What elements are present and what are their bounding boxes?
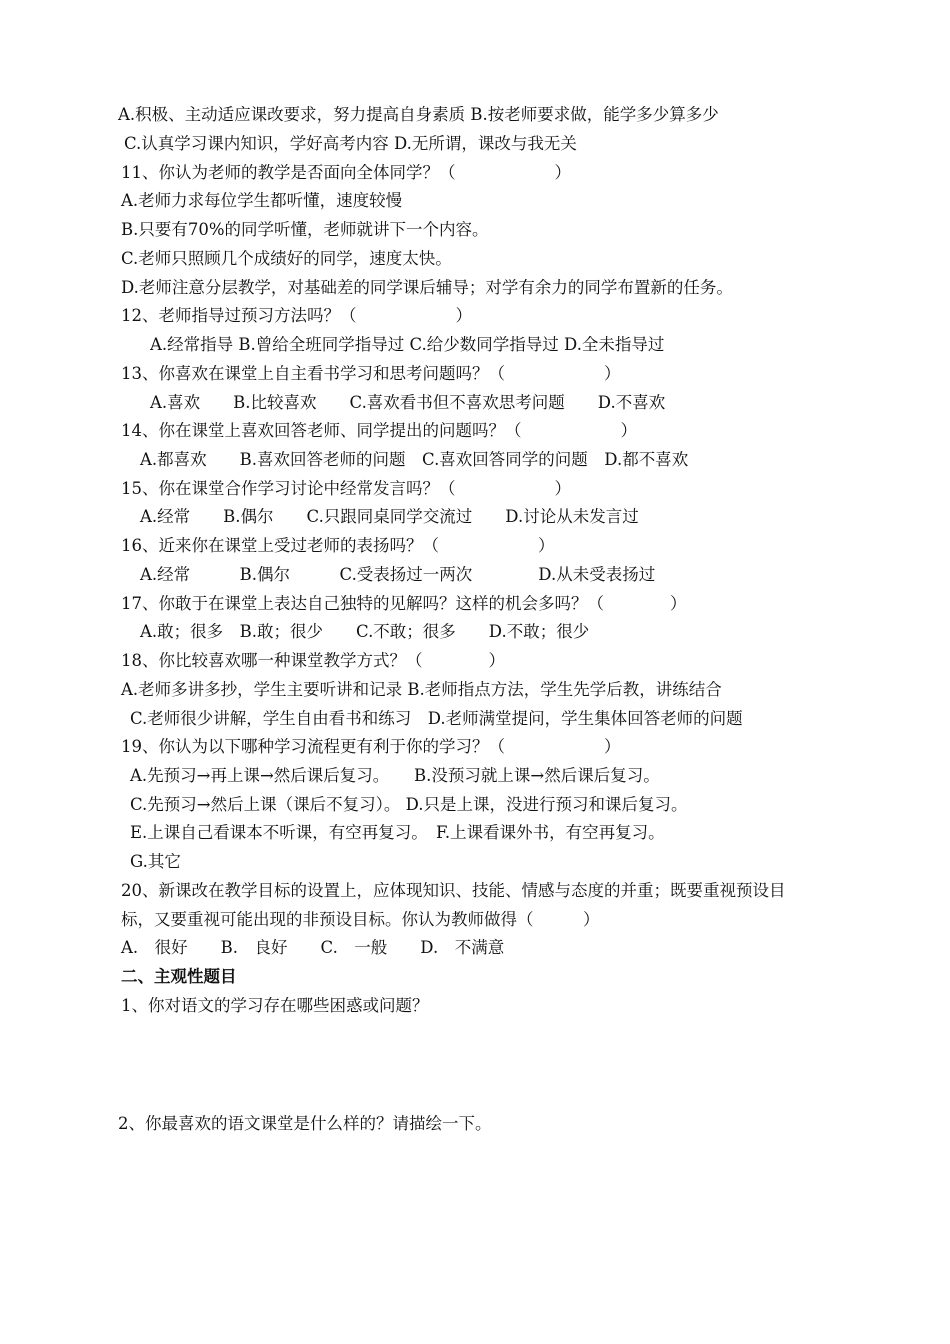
q13-question: 13、你喜欢在课堂上自主看书学习和思考问题吗？（ ）	[121, 364, 621, 383]
q20-question-line2: 标，又要重视可能出现的非预设目标。你认为教师做得（ ）	[121, 910, 600, 929]
q19-option-g: G.其它	[130, 852, 181, 871]
q11-option-c: C.老师只照顾几个成绩好的同学，速度太快。	[121, 249, 452, 268]
q11-question: 11、你认为老师的教学是否面向全体同学？（ ）	[121, 163, 571, 182]
q11-option-d: D.老师注意分层教学，对基础差的同学课后辅导；对学有余力的同学布置新的任务。	[121, 278, 733, 297]
q10-options-cd: C.认真学习课内知识，学好高考内容 D.无所谓，课改与我无关	[124, 134, 577, 153]
q18-options-cd: C.老师很少讲解，学生自由看书和练习 D.老师满堂提问，学生集体回答老师的问题	[130, 709, 743, 728]
q12-question: 12、老师指导过预习方法吗？（ ）	[121, 306, 472, 325]
q19-question: 19、你认为以下哪种学习流程更有利于你的学习？（ ）	[121, 737, 621, 756]
section-heading-subjective: 二、主观性题目	[121, 967, 237, 986]
subjective-q2: 2、你最喜欢的语文课堂是什么样的？请描绘一下。	[118, 1114, 492, 1133]
q11-option-a: A.老师力求每位学生都听懂，速度较慢	[121, 191, 403, 210]
q18-options-ab: A.老师多讲多抄，学生主要听讲和记录 B.老师指点方法，学生先学后教，讲练结合	[121, 680, 722, 699]
q11-option-b: B.只要有70%的同学听懂，老师就讲下一个内容。	[121, 220, 489, 239]
q12-options: A.经常指导 B.曾给全班同学指导过 C.给少数同学指导过 D.全未指导过	[150, 335, 665, 354]
q19-options-ef: E.上课自己看课本不听课，有空再复习。 F.上课看课外书，有空再复习。	[130, 823, 665, 842]
q13-options: A.喜欢 B.比较喜欢 C.喜欢看书但不喜欢思考问题 D.不喜欢	[150, 393, 666, 412]
q19-options-cd: C.先预习→然后上课（课后不复习）。 D.只是上课，没进行预习和课后复习。	[130, 795, 688, 814]
q18-question: 18、你比较喜欢哪一种课堂教学方式？（ ）	[121, 651, 505, 670]
q19-options-ab: A.先预习→再上课→然后课后复习。 B.没预习就上课→然后课后复习。	[130, 766, 660, 785]
q20-options: A. 很好 B. 良好 C. 一般 D. 不满意	[121, 938, 505, 957]
q15-question: 15、你在课堂合作学习讨论中经常发言吗？（ ）	[121, 479, 571, 498]
q14-options: A.都喜欢 B.喜欢回答老师的问题 C.喜欢回答同学的问题 D.都不喜欢	[140, 450, 689, 469]
subjective-q1: 1、你对语文的学习存在哪些困惑或问题？	[121, 996, 429, 1015]
q16-options: A.经常 B.偶尔 C.受表扬过一两次 D.从未受表扬过	[140, 565, 656, 584]
q17-question: 17、你敢于在课堂上表达自己独特的见解吗？这样的机会多吗？（ ）	[121, 594, 687, 613]
q14-question: 14、你在课堂上喜欢回答老师、同学提出的问题吗？（ ）	[121, 421, 637, 440]
q15-options: A.经常 B.偶尔 C.只跟同桌同学交流过 D.讨论从未发言过	[140, 507, 639, 526]
q10-options-ab: A.积极、主动适应课改要求，努力提高自身素质 B.按老师要求做，能学多少算多少	[118, 105, 719, 124]
q20-question-line1: 20、新课改在教学目标的设置上，应体现知识、技能、情感与态度的并重；既要重视预设目	[121, 881, 786, 900]
q17-options: A.敢；很多 B.敢；很少 C.不敢；很多 D.不敢；很少	[140, 622, 590, 641]
q16-question: 16、近来你在课堂上受过老师的表扬吗？（ ）	[121, 536, 555, 555]
